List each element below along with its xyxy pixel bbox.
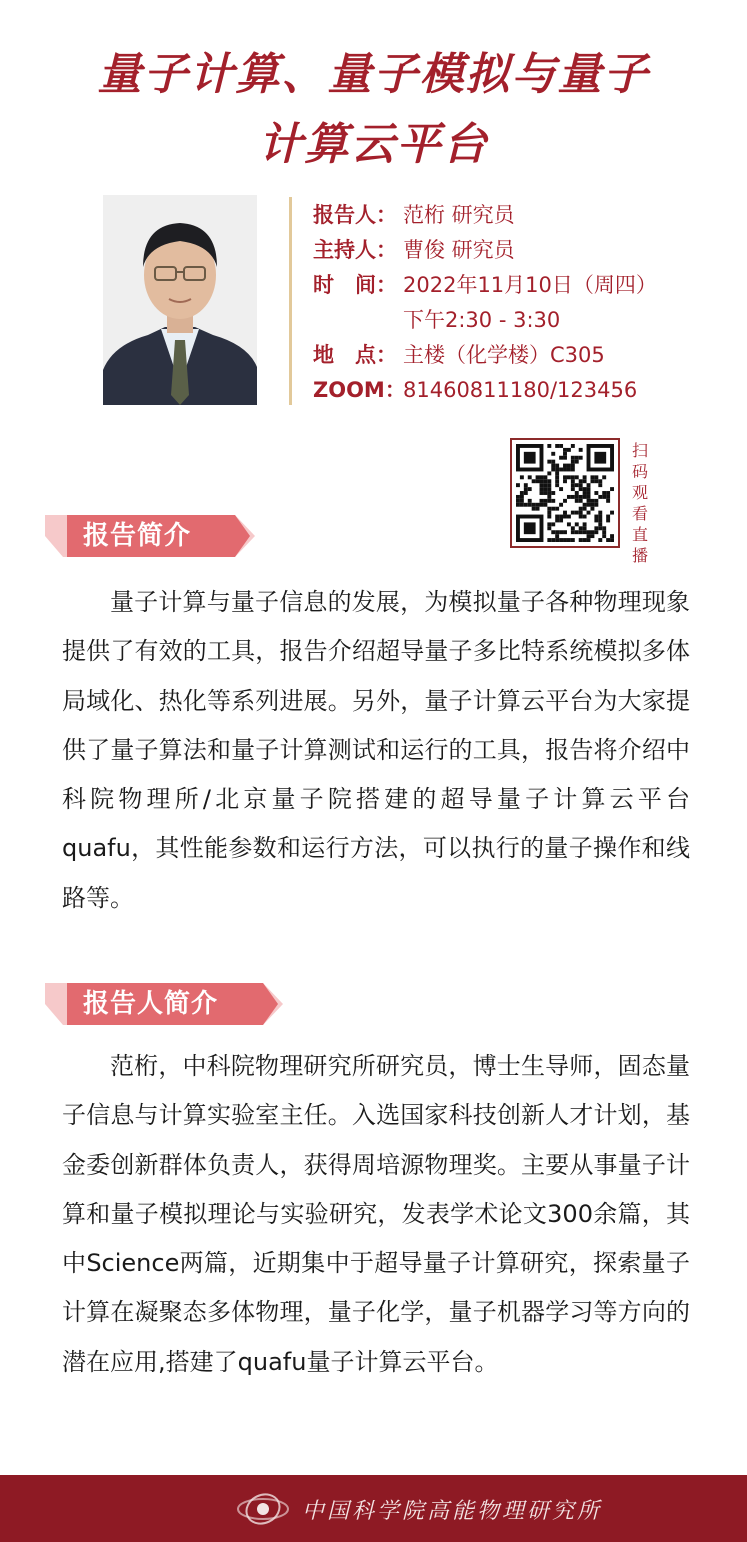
bio-section-header [45,983,283,1025]
footer-brand [236,1490,602,1528]
event-info [313,198,657,408]
time-date: 2022年11月10日（周四） [403,273,657,297]
speaker-photo [103,195,257,405]
time-label: 时 间： [313,273,397,297]
footer-bar [0,1475,747,1542]
page-title-line-1: 量子计算、量子模拟与量子 [97,49,650,100]
host-row [313,233,657,268]
qr-code[interactable] [510,438,620,548]
place-row [313,338,657,373]
speaker-row [313,198,657,233]
institute-name: 中国科学院高能物理研究所 [302,1498,603,1524]
time-range: 下午2:30 - 3:30 [403,308,561,332]
host-label: 主持人： [313,238,397,262]
institute-logo-icon [236,1490,290,1528]
speaker-value: 范桁 研究员 [403,203,515,227]
zoom-value[interactable]: 81460811180/123456 [403,378,638,402]
abstract-section-title: 报告简介 [83,521,192,551]
place-value: 主楼（化学楼）C305 [403,343,605,367]
info-divider [289,197,292,405]
time-range-row [313,303,657,338]
qr-caption: 扫码观看直播 [631,441,648,565]
speaker-label: 报告人： [313,203,397,227]
place-label: 地 点： [313,343,397,367]
abstract-section-header [45,515,255,557]
zoom-row [313,373,657,408]
bio-section-title: 报告人简介 [83,989,219,1019]
abstract-text: 量子计算与量子信息的发展，为模拟量子各种物理现象提供了有效的工具，报告介绍超导量子多比特系统模拟多体局域化、热化等系列进展。另外，量子计算云平台为大家提供了量子算法和量子计算测试和运行的工具，报告将介绍中科院物理所/北京量子院搭建的超导量子计算云平台quafu，其性能参数和运行方法，可以执行的量子操作和线路等。 [62,588,690,912]
time-row [313,268,657,303]
host-value: 曹俊 研究员 [403,238,515,262]
qr-code-pattern [512,440,618,546]
bio-text: 范桁，中科院物理研究所研究员，博士生导师，固态量子信息与计算实验室主任。入选国家科技创新人才计划，基金委创新群体负责人，获得周培源物理奖。主要从事量子计算和量子模拟理论与实验研究，发表学术论文300余篇，其中Science两篇，近期集中于超导量子计算研究，探索量子计算在凝聚态多体物理，量子化学，量子机器学习等方向的潜在应用,搭建了quafu量子计算云平台。 [62,1052,690,1376]
zoom-label: ZOOM： [313,378,406,402]
page-title-line-2: 计算云平台 [258,119,489,170]
